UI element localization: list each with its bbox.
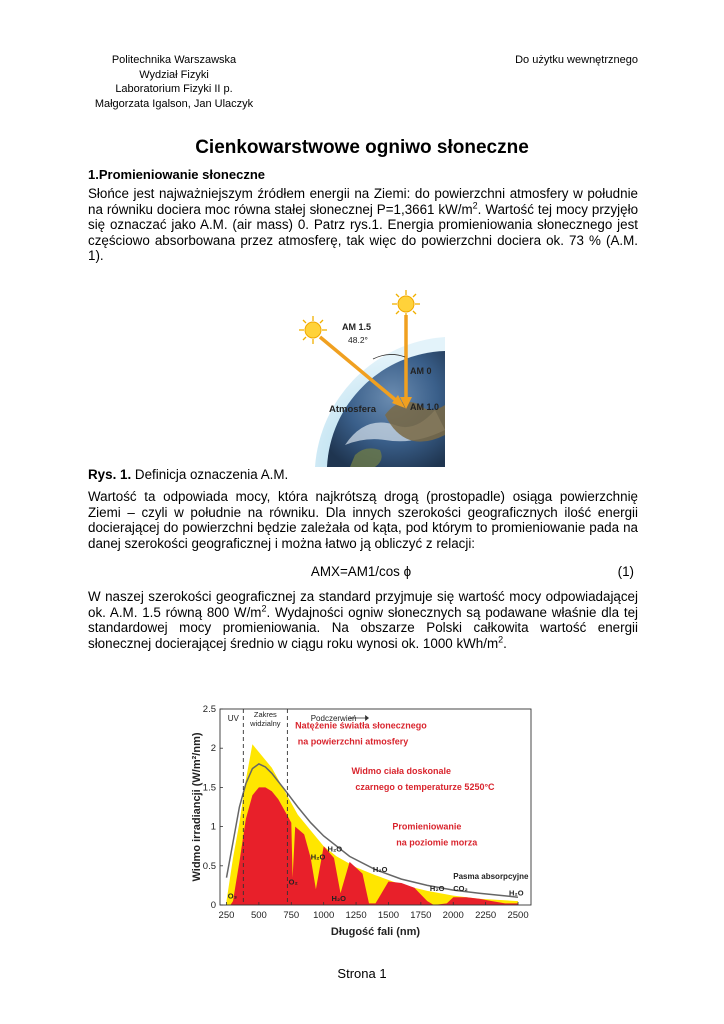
y-tick-label: 0 (210, 900, 216, 911)
header-line: Małgorzata Igalson, Jan Ulaczyk (94, 97, 254, 110)
equation-number: (1) (617, 564, 634, 579)
absorption-molecule-label: CO₂ (453, 883, 468, 893)
superscript: 2 (472, 200, 478, 211)
section-heading: 1.Promieniowanie słoneczne (88, 167, 265, 182)
text-run: W naszej szerokości geograficznej za standard przyjmuje się wartość mocy odpowiadającej ok. A.M. 1.5 równą 800 W/m (88, 589, 638, 620)
y-tick-label: 2.5 (202, 704, 216, 715)
x-tick-label: 2250 (475, 910, 497, 921)
solar-spectrum-chart (180, 700, 550, 950)
x-axis-label: Długość fali (nm) (330, 926, 421, 938)
label-atmosphere: Atmosfera (329, 404, 376, 415)
header-line: Politechnika Warszawska (111, 54, 237, 66)
legend-blackbody: Widmo ciała doskonale (351, 766, 451, 777)
legend-sea-level: na poziomie morza (396, 837, 478, 848)
text-run: Słońce jest najważniejszym źródłem energii na Ziemi: do powierzchni atmosfery w południe na równiku dociera moc równa stałej słonecznej P=1,3661 kW/m (88, 186, 638, 217)
region-label-visible: widzialny (250, 719, 281, 728)
region-label-uv: UV (227, 714, 239, 723)
absorption-molecule-label: H₂O (331, 894, 347, 904)
equation-formula: AMX=AM1/cos ϕ (310, 564, 412, 579)
absorption-molecule-label: H₂O (310, 852, 326, 862)
x-tick-label: 2500 (507, 910, 529, 921)
x-tick-label: 1000 (313, 910, 335, 921)
label-am15: AM 1.5 (342, 322, 372, 332)
x-tick-label: 1250 (345, 910, 367, 921)
page-number: Strona 1 (337, 966, 387, 981)
absorption-molecule-label: H₂O (429, 883, 445, 893)
legend-top-of-atmosphere: na powierzchni atmosfery (297, 736, 409, 747)
legend-absorption-bands: Pasma absorpcyjne (453, 872, 529, 882)
absorption-molecule-label: O₂ (288, 877, 298, 887)
x-tick-label: 2000 (442, 910, 464, 921)
absorption-molecule-label: H₂O (372, 865, 388, 875)
caption-text: Definicja oznaczenia A.M. (131, 467, 289, 482)
y-tick-label: 0.5 (202, 860, 216, 872)
superscript: 2 (498, 634, 504, 645)
y-tick-label: 2 (210, 743, 216, 755)
sun-icon (392, 290, 420, 318)
paragraph-angle: Wartość ta odpowiada mocy, która najkrótszą drogą (prostopadle) osiąga powierzchnię Ziemi – czyli w południe na równiku. Dla innych szerokości geograficznych ilość energii docierającej do powierzchni będzie zależała od kąta, pod którym to promieniowanie pada na danej szerokości geograficznej i można łatwo ją obliczyć z relacji: (88, 489, 638, 551)
header-line: Laboratorium Fizyki II p. (115, 83, 233, 95)
header-institution (84, 53, 264, 111)
x-tick-label: 750 (283, 910, 300, 921)
text-run: . (503, 635, 507, 651)
y-axis-label: Widmo irradiancji (W/m²/nm) (191, 732, 203, 882)
label-angle: 48.2° (348, 335, 368, 345)
paragraph-standard (88, 589, 638, 651)
absorption-molecule-label: O₃ (227, 891, 238, 901)
region-label-visible: Zakres (253, 710, 277, 719)
figure-caption (88, 467, 288, 482)
legend-sea-level: Promieniowanie (392, 821, 462, 832)
caption-label: Rys. 1. (88, 467, 132, 482)
x-tick-label: 250 (218, 910, 235, 921)
absorption-molecule-label: H₂O (327, 844, 343, 854)
y-tick-label: 1.5 (202, 782, 216, 794)
header-line: Wydział Fizyki (139, 68, 209, 81)
air-mass-figure (285, 285, 445, 467)
y-tick-label: 1 (210, 821, 216, 833)
text-run: . Wydajności ogniw słonecznych są podawane właśnie dla tej standardowej mocy promieniowania. Na obszarze Polski całkowita wartość energii słonecznej docierającej średnio w ciągu roku wynosi ok. 1000 kWh/m (88, 604, 638, 651)
x-tick-label: 1500 (377, 910, 400, 921)
text-run: . Wartość tej mocy przyjęło się oznaczać jako A.M. (air mass) 0. Patrz rys.1. Energia promieniowania słonecznego jest częściowo absorbowana przez atmosferę, tak więc do powierzchni dociera ok. 73 % (A.M. 1). (88, 201, 639, 264)
label-am0: AM 0 (410, 366, 432, 376)
superscript: 2 (261, 603, 267, 614)
label-am10: AM 1.0 (410, 402, 440, 412)
legend-blackbody: czarnego o temperaturze 5250°C (355, 781, 495, 792)
document-title: Cienkowarstwowe ogniwo słoneczne (195, 137, 529, 158)
paragraph-intro (88, 186, 638, 264)
header-usage-note: Do użytku wewnętrznego (515, 54, 638, 66)
x-tick-label: 1750 (410, 910, 432, 921)
legend-top-of-atmosphere: Natężenie światła słonecznego (295, 720, 427, 731)
absorption-molecule-label: H₂O (508, 888, 524, 898)
x-tick-label: 500 (250, 910, 267, 921)
region-label-ir: Podczerwień (310, 714, 357, 723)
